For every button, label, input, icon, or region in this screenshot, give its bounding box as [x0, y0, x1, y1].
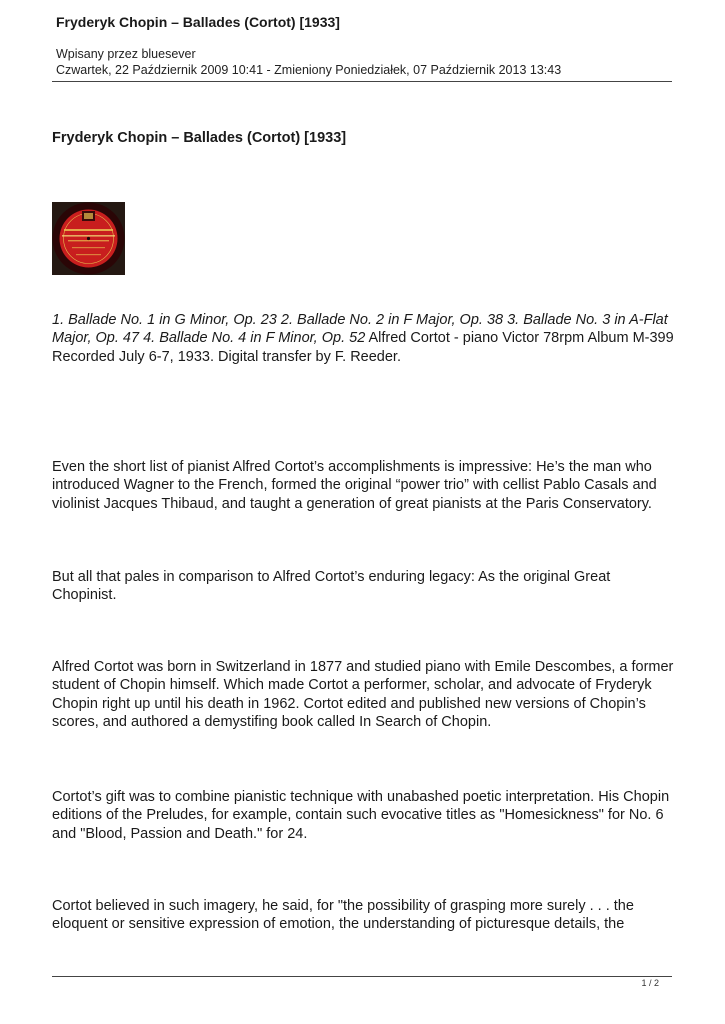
article-title: Fryderyk Chopin – Ballades (Cortot) [1933]	[52, 130, 347, 146]
post-meta	[56, 46, 561, 78]
header-divider	[52, 81, 672, 82]
page-number: 1 / 2	[641, 978, 659, 988]
body-paragraph: Cortot’s gift was to combine pianistic technique with unabashed poetic interpretation. His Chopin editions of the Preludes, for example, contain such evocative titles as "Homesickness" for No. 6 and "Blood, Passion and Death." for 24.	[52, 789, 670, 842]
footer-divider	[52, 976, 672, 977]
body-paragraph: Even the short list of pianist Alfred Cortot’s accomplishments is impressive: He’s the man who introduced Wagner to the French, formed the original “power trio” with cellist Pablo Casals and violinist Jacques Thibaud, and taught a generation of great pianists at the Paris Conservatory.	[52, 459, 657, 512]
date-line: Czwartek, 22 Październik 2009 10:41 - Zmieniony Poniedziałek, 07 Październik 2013 13:43	[56, 63, 562, 77]
tracklist-paragraph	[52, 311, 674, 366]
track-list: 1. Ballade No. 1 in G Minor, Op. 23 2. Ballade No. 2 in F Major, Op. 38 3. Ballade No. 3 in A-Flat Major, Op. 47 4. Ballade No. 4 in F Minor, Op. 52	[52, 312, 668, 347]
record-label-image	[52, 202, 125, 275]
recording-credits: Alfred Cortot - piano Victor 78rpm Album M-399 Recorded July 6-7, 1933. Digital transfer by F. Reeder.	[52, 330, 674, 365]
document-header-title: Fryderyk Chopin – Ballades (Cortot) [1933]	[56, 14, 340, 30]
body-paragraph: Alfred Cortot was born in Switzerland in 1877 and studied piano with Emile Descombes, a former student of Chopin himself. Which made Cortot a performer, scholar, and advocate of Fryderyk Chopin right up until his death in 1962. Cortot edited and published new versions of Chopin’s scores, and authored a demystifing book called In Search of Chopin.	[52, 659, 674, 731]
author-line: Wpisany przez bluesever	[56, 47, 196, 61]
body-paragraph: Cortot believed in such imagery, he said, for "the possibility of grasping more surely . . . the eloquent or sensitive expression of emotion, the understanding of picturesque details, the	[52, 898, 634, 933]
body-paragraph: But all that pales in comparison to Alfred Cortot’s enduring legacy: As the original Great Chopinist.	[52, 569, 611, 604]
